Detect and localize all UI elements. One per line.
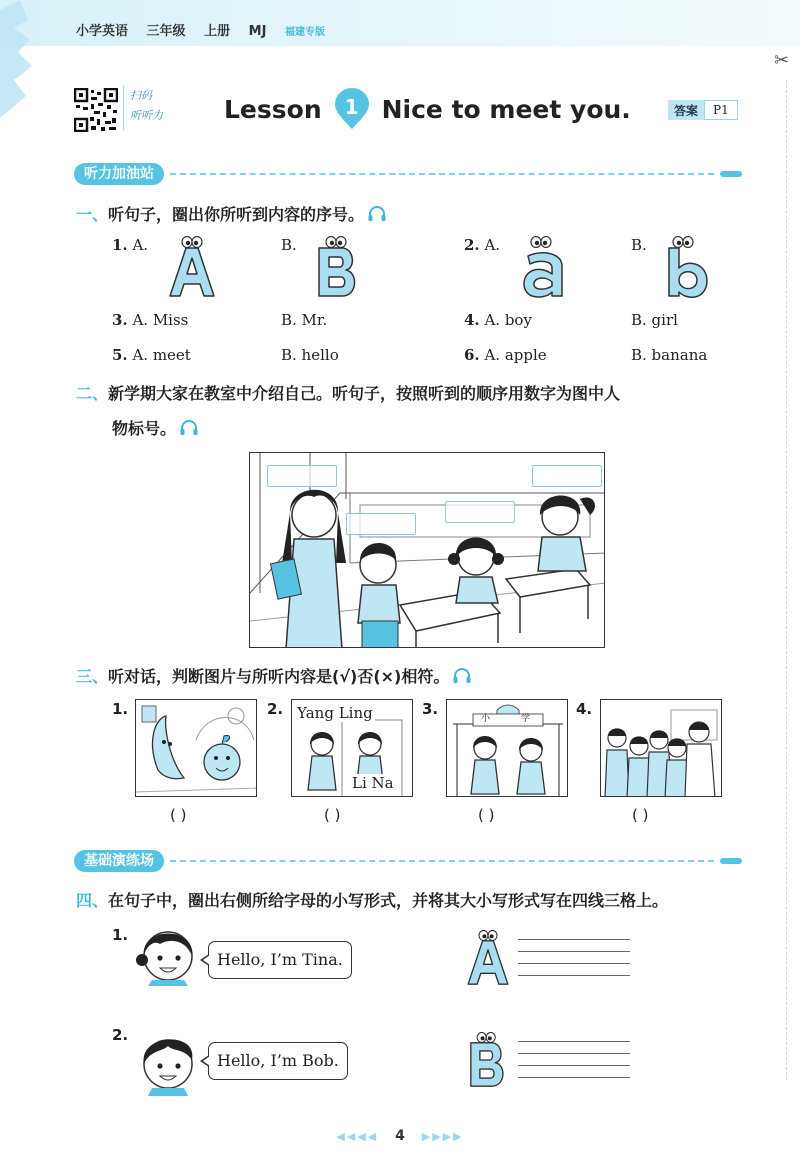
answer-parentheses[interactable]: ( ) bbox=[632, 806, 649, 824]
answer-page: P1 bbox=[704, 100, 738, 120]
option-a: 4. A. boy bbox=[464, 311, 532, 329]
lesson-number: 1 bbox=[344, 95, 359, 119]
picture-number: 3. bbox=[422, 700, 439, 718]
answer-parentheses[interactable]: ( ) bbox=[170, 806, 187, 824]
sign-char: 小 bbox=[481, 714, 491, 724]
letter-B-character-icon[interactable] bbox=[314, 236, 362, 298]
four-line-grid[interactable] bbox=[518, 1041, 630, 1077]
banana-apple-drawing bbox=[136, 700, 257, 797]
letter-B-character-icon bbox=[464, 1032, 512, 1088]
speech-bubble: Hello, I’m Tina. bbox=[208, 941, 352, 979]
question-text: 听句子，圈出你所听到内容的序号。 bbox=[108, 205, 365, 224]
question-1-heading bbox=[76, 202, 386, 225]
section-banner-listening bbox=[74, 163, 742, 185]
scan-line-2: 听听力 bbox=[130, 109, 163, 122]
cut-line bbox=[786, 80, 787, 1080]
name-tag-bottom: Li Na bbox=[352, 774, 394, 792]
option-a: 3. A. Miss bbox=[112, 311, 189, 329]
name-tag-top: Yang Ling bbox=[297, 704, 373, 722]
right-arrows-icon: ▶▶▶▶ bbox=[421, 1130, 464, 1143]
section-banner-basics bbox=[74, 850, 742, 872]
publisher-label: MJ bbox=[248, 24, 267, 39]
letter-b-character-icon[interactable] bbox=[665, 236, 713, 298]
item-number: 2. bbox=[112, 1026, 129, 1044]
option-b-label: B. bbox=[281, 236, 297, 254]
section-title: 基础演练场 bbox=[74, 850, 164, 872]
question-text: 新学期大家在教室中介绍自己。听句子，按照听到的顺序用数字为图中人 bbox=[108, 384, 621, 403]
book-info bbox=[76, 20, 339, 39]
headphone-icon[interactable] bbox=[368, 206, 386, 222]
answer-reference[interactable] bbox=[668, 100, 738, 120]
question-4-heading bbox=[76, 888, 668, 911]
question-3-heading bbox=[76, 664, 471, 687]
series-label: 小学英语 bbox=[76, 24, 129, 39]
letter-a-character-icon[interactable] bbox=[516, 236, 566, 298]
answer-parentheses[interactable]: ( ) bbox=[478, 806, 495, 824]
four-line-grid[interactable] bbox=[518, 939, 630, 975]
question-marker: 四、 bbox=[76, 891, 109, 910]
name-label-box[interactable] bbox=[267, 465, 337, 487]
pencil-icon bbox=[720, 858, 742, 864]
headphone-icon[interactable] bbox=[180, 420, 198, 436]
option-b: B. girl bbox=[631, 311, 678, 329]
question-marker: 三、 bbox=[76, 667, 109, 686]
picture-school-gate bbox=[446, 699, 568, 797]
scan-line-1: 扫码 bbox=[130, 89, 152, 102]
volume-label: 上册 bbox=[204, 24, 231, 39]
lesson-heading: Nice to meet you. bbox=[381, 94, 631, 124]
pagoda-decoration-icon bbox=[0, 0, 36, 120]
picture-number: 2. bbox=[267, 700, 284, 718]
question-text: 在句子中，圈出右侧所给字母的小写形式，并将其大小写形式写在四线三格上。 bbox=[108, 891, 669, 910]
question-marker: 二、 bbox=[76, 384, 109, 403]
classroom-illustration bbox=[249, 452, 605, 648]
option-a: 6. A. apple bbox=[464, 346, 547, 364]
item-number: 1. bbox=[112, 926, 129, 944]
picture-number: 4. bbox=[576, 700, 593, 718]
name-label-box[interactable] bbox=[346, 513, 416, 535]
answer-parentheses[interactable]: ( ) bbox=[324, 806, 341, 824]
picture-banana-apple bbox=[135, 699, 257, 797]
picture-two-girls bbox=[291, 699, 413, 797]
banner-dash bbox=[170, 860, 714, 862]
girl-tina-avatar bbox=[134, 924, 200, 986]
scissors-icon: ✂ bbox=[774, 50, 790, 71]
lesson-title bbox=[224, 88, 631, 130]
question-marker: 一、 bbox=[76, 205, 109, 224]
option-b: B. hello bbox=[281, 346, 339, 364]
sign-char: 学 bbox=[521, 714, 531, 724]
question-text: 物标号。 bbox=[112, 419, 177, 438]
letter-A-character-icon bbox=[462, 930, 514, 986]
option-b-label: B. bbox=[631, 236, 647, 254]
edition-label: 福建专版 bbox=[284, 27, 325, 38]
name-label-box[interactable] bbox=[445, 501, 515, 523]
page-number: 4 bbox=[395, 1128, 405, 1144]
option-b: B. banana bbox=[631, 346, 708, 364]
picture-number: 1. bbox=[112, 700, 129, 718]
option-b: B. Mr. bbox=[281, 311, 328, 329]
speech-bubble: Hello, I’m Bob. bbox=[208, 1042, 348, 1080]
lesson-prefix: Lesson bbox=[224, 94, 322, 124]
pencil-icon bbox=[720, 171, 742, 177]
banner-dash bbox=[170, 173, 714, 175]
letter-A-character-icon[interactable] bbox=[166, 236, 218, 298]
option-a: 5. A. meet bbox=[112, 346, 191, 364]
question-2-heading bbox=[76, 381, 620, 404]
item-number: 2. A. bbox=[464, 236, 501, 254]
grade-label: 三年级 bbox=[146, 24, 186, 39]
lesson-number-badge bbox=[334, 88, 370, 130]
left-arrows-icon: ◀◀◀◀ bbox=[336, 1130, 379, 1143]
boy-bob-avatar bbox=[134, 1030, 200, 1096]
section-title: 听力加油站 bbox=[74, 163, 164, 185]
item-number: 1. A. bbox=[112, 236, 149, 254]
answer-label: 答案 bbox=[668, 100, 704, 120]
school-gate-drawing bbox=[447, 700, 568, 797]
group-drawing bbox=[601, 700, 722, 797]
headphone-icon[interactable] bbox=[453, 668, 471, 684]
question-text: 听对话，判断图片与所听内容是(√)否(×)相符。 bbox=[108, 667, 450, 686]
question-2-heading-cont bbox=[112, 416, 198, 439]
page-footer bbox=[0, 1128, 800, 1144]
qr-code-icon[interactable] bbox=[74, 88, 118, 132]
name-label-box[interactable] bbox=[532, 465, 602, 487]
picture-group-greeting bbox=[600, 699, 722, 797]
scan-to-listen-label bbox=[123, 86, 179, 130]
